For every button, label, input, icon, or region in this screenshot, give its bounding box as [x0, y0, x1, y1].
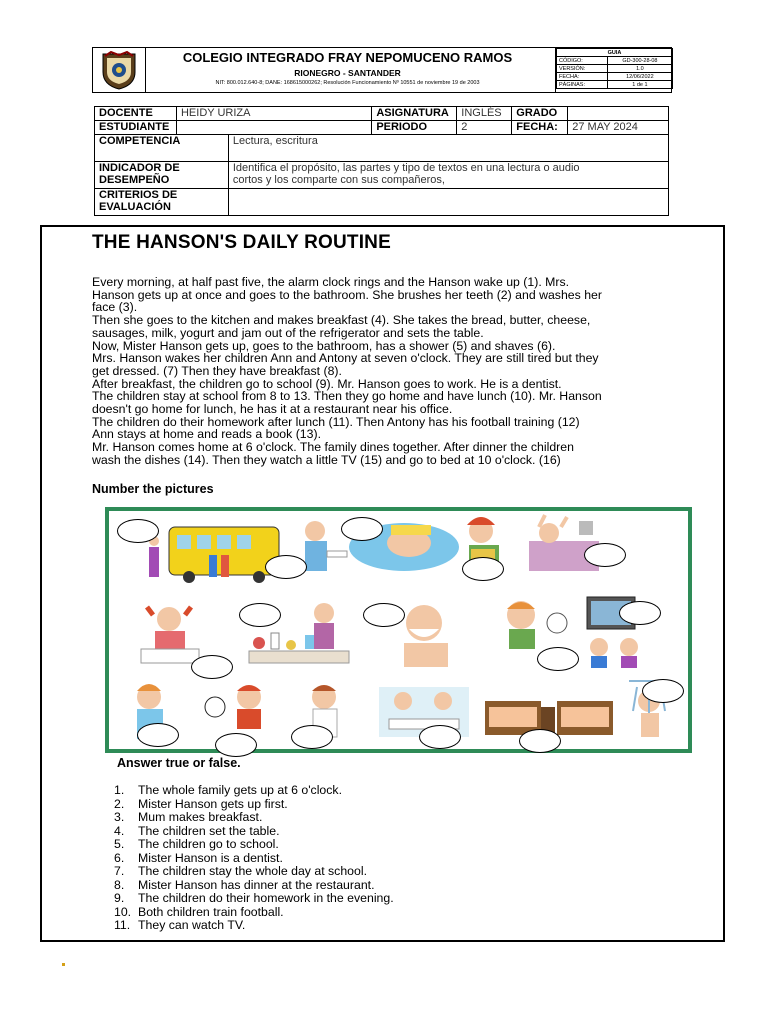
- question-number: 4.: [114, 823, 125, 838]
- question-item: [114, 852, 394, 866]
- homework-picture: [141, 607, 199, 663]
- reading-line: Now, Mister Hanson gets up, goes to the bathroom, has a shower (5) and shaves (6).: [92, 338, 556, 353]
- question-number: 6.: [114, 850, 125, 865]
- reading-line: Then she goes to the kitchen and makes breakfast (4). She takes the bread, butter, cheese,: [92, 313, 591, 328]
- question-number: 3.: [114, 810, 125, 824]
- school-bus-picture: [149, 527, 279, 583]
- reading-line: Mr. Hanson comes home at 6 o'clock. The family dines together. After dinner the children: [92, 440, 574, 455]
- picture-number-oval[interactable]: [642, 679, 684, 703]
- indicador-value-line1: Identifica el propósito, las partes y tipo de textos en una lectura o audio: [232, 162, 580, 174]
- question-text: The children stay the whole day at school.: [138, 864, 367, 878]
- question-text: Mister Hanson has dinner at the restaurant.: [138, 877, 375, 892]
- version-label: VERSIÓN:: [557, 65, 608, 73]
- document-header: [92, 47, 672, 93]
- pictures-panel: [105, 507, 692, 753]
- school-identity: [146, 50, 549, 86]
- true-false-list: [114, 784, 394, 933]
- question-item: [114, 838, 394, 852]
- question-item: [114, 784, 394, 798]
- indicador-value-line2: cortos y los comparte con sus compañeros,: [232, 174, 445, 186]
- question-text: Mister Hanson is a dentist.: [138, 850, 283, 865]
- football-picture: [205, 685, 261, 729]
- question-text: The whole family gets up at 6 o'clock.: [138, 783, 342, 797]
- question-item: [114, 798, 394, 812]
- picture-number-oval[interactable]: [619, 601, 661, 625]
- question-item: [114, 919, 394, 933]
- question-item: [114, 879, 394, 893]
- fecha-info-label: FECHA:: [512, 121, 568, 135]
- estudiante-value[interactable]: [176, 121, 371, 135]
- criterios-label: [95, 189, 229, 216]
- school-crest-logo: [93, 48, 146, 92]
- fecha-value: 12/06/2022: [607, 73, 672, 81]
- picture-number-oval[interactable]: [419, 725, 461, 749]
- question-number: 5.: [114, 837, 125, 851]
- reading-line: face (3).: [92, 300, 138, 315]
- picture-number-oval[interactable]: [137, 723, 179, 747]
- picture-number-oval[interactable]: [462, 557, 504, 581]
- reading-line: Every morning, at half past five, the alarm clock rings and the Hanson wake up (1). Mrs.: [92, 275, 570, 289]
- competencia-label: COMPETENCIA: [95, 135, 229, 162]
- reading-line: The children do their homework after lunch (11). Then Antony has his football training (12): [92, 414, 580, 429]
- question-item: [114, 892, 394, 906]
- codigo-value: GD-300-28-08: [607, 57, 672, 65]
- question-number: 1.: [114, 783, 125, 797]
- periodo-value[interactable]: 2: [457, 121, 512, 135]
- question-text: Mum makes breakfast.: [138, 810, 263, 824]
- picture-number-oval[interactable]: [215, 733, 257, 757]
- question-number: 10.: [114, 904, 132, 919]
- asignatura-label: ASIGNATURA: [372, 107, 457, 121]
- indicador-label: [95, 162, 229, 189]
- paginas-value: 1 de 1: [607, 81, 672, 89]
- picture-number-oval[interactable]: [363, 603, 405, 627]
- codigo-label: CÓDIGO:: [557, 57, 608, 65]
- picture-number-oval[interactable]: [291, 725, 333, 749]
- periodo-label: PERIODO: [372, 121, 457, 135]
- question-item: [114, 811, 394, 825]
- question-item: [114, 906, 394, 920]
- number-pictures-heading: Number the pictures: [92, 482, 214, 496]
- doc-type: GUIA: [557, 49, 673, 57]
- picture-number-oval[interactable]: [191, 655, 233, 679]
- question-text: The children do their homework in the evening.: [138, 891, 394, 905]
- question-number: 8.: [114, 877, 125, 892]
- picture-number-oval[interactable]: [239, 603, 281, 627]
- picture-number-oval[interactable]: [519, 729, 561, 753]
- grado-label: GRADO: [512, 107, 568, 121]
- picture-number-oval[interactable]: [265, 555, 307, 579]
- reading-line: sausages, milk, yogurt and jam out of the refrigerator and sets the table.: [92, 325, 484, 340]
- question-number: 9.: [114, 891, 125, 905]
- picture-number-oval[interactable]: [341, 517, 383, 541]
- reading-line: After breakfast, the children go to school (9). Mr. Hanson goes to work. He is a dentist.: [92, 376, 562, 391]
- school-name: COLEGIO INTEGRADO FRAY NEPOMUCENO RAMOS: [182, 50, 513, 65]
- school-city: RIONEGRO - SANTANDER: [294, 68, 401, 78]
- docente-label: DOCENTE: [95, 107, 177, 121]
- question-text: The children go to school.: [138, 837, 279, 851]
- fecha-label: FECHA:: [557, 73, 608, 81]
- document-meta-table: [555, 48, 673, 92]
- student-info-table: [94, 106, 669, 216]
- shaving-picture: [404, 605, 448, 667]
- reading-line: The children stay at school from 8 to 13. Then they go home and have lunch (10). Mr. Hanson: [92, 389, 602, 404]
- reading-line: get dressed. (7) Then they have breakfast (8).: [92, 363, 342, 378]
- version-value: 1.0: [607, 65, 672, 73]
- eating-breakfast-picture: [507, 601, 567, 649]
- question-text: They can watch TV.: [138, 918, 246, 932]
- grado-value[interactable]: [568, 107, 669, 121]
- indicador-label-line2: DESEMPEÑO: [99, 174, 170, 186]
- criterios-label-line2: EVALUACIÓN: [99, 201, 171, 213]
- picture-number-oval[interactable]: [117, 519, 159, 543]
- reading-line: Ann stays at home and reads a book (13).: [92, 427, 321, 442]
- indicador-value: [228, 162, 668, 189]
- paginas-label: PÁGINAS:: [557, 81, 608, 89]
- reading-line: Mrs. Hanson wakes her children Ann and Antony at seven o'clock. They are still tired but they: [92, 351, 599, 366]
- picture-number-oval[interactable]: [584, 543, 626, 567]
- fecha-info-value[interactable]: 27 MAY 2024: [568, 121, 669, 135]
- question-text: The children set the table.: [138, 823, 280, 838]
- reading-line: doesn't go home for lunch, he has it at a restaurant near his office.: [92, 402, 453, 417]
- indicador-label-line1: INDICADOR DE: [99, 162, 180, 174]
- question-text: Both children train football.: [138, 904, 284, 919]
- competencia-value: Lectura, escritura: [228, 135, 668, 162]
- docente-value[interactable]: HEIDY URIZA: [176, 107, 371, 121]
- estudiante-label: ESTUDIANTE: [95, 121, 177, 135]
- question-number: 11.: [114, 918, 131, 932]
- question-item: [114, 825, 394, 839]
- reading-line: wash the dishes (14). Then they watch a little TV (15) and go to bed at 10 o'clock. (16): [92, 452, 561, 467]
- school-nit-line: NIT: 800.012.640-8; DANE: 168615000262; Resolución Funcionamiento Nº 10551 de noviembre 19 de 2003: [215, 80, 480, 86]
- stray-mark: [62, 963, 65, 966]
- reading-title: THE HANSON'S DAILY ROUTINE: [92, 232, 391, 253]
- criterios-label-line1: CRITERIOS DE: [99, 189, 178, 201]
- question-number: 2.: [114, 796, 125, 811]
- question-item: [114, 865, 394, 879]
- answer-heading: Answer true or false.: [117, 756, 241, 770]
- question-number: 7.: [114, 864, 125, 878]
- question-text: Mister Hanson gets up first.: [138, 796, 288, 811]
- reading-line: Hanson gets up at once and goes to the bathroom. She brushes her teeth (2) and washes her: [92, 287, 602, 302]
- criterios-value[interactable]: [228, 189, 668, 216]
- asignatura-value[interactable]: INGLÉS: [457, 107, 512, 121]
- reading-text: [92, 276, 682, 467]
- picture-number-oval[interactable]: [537, 647, 579, 671]
